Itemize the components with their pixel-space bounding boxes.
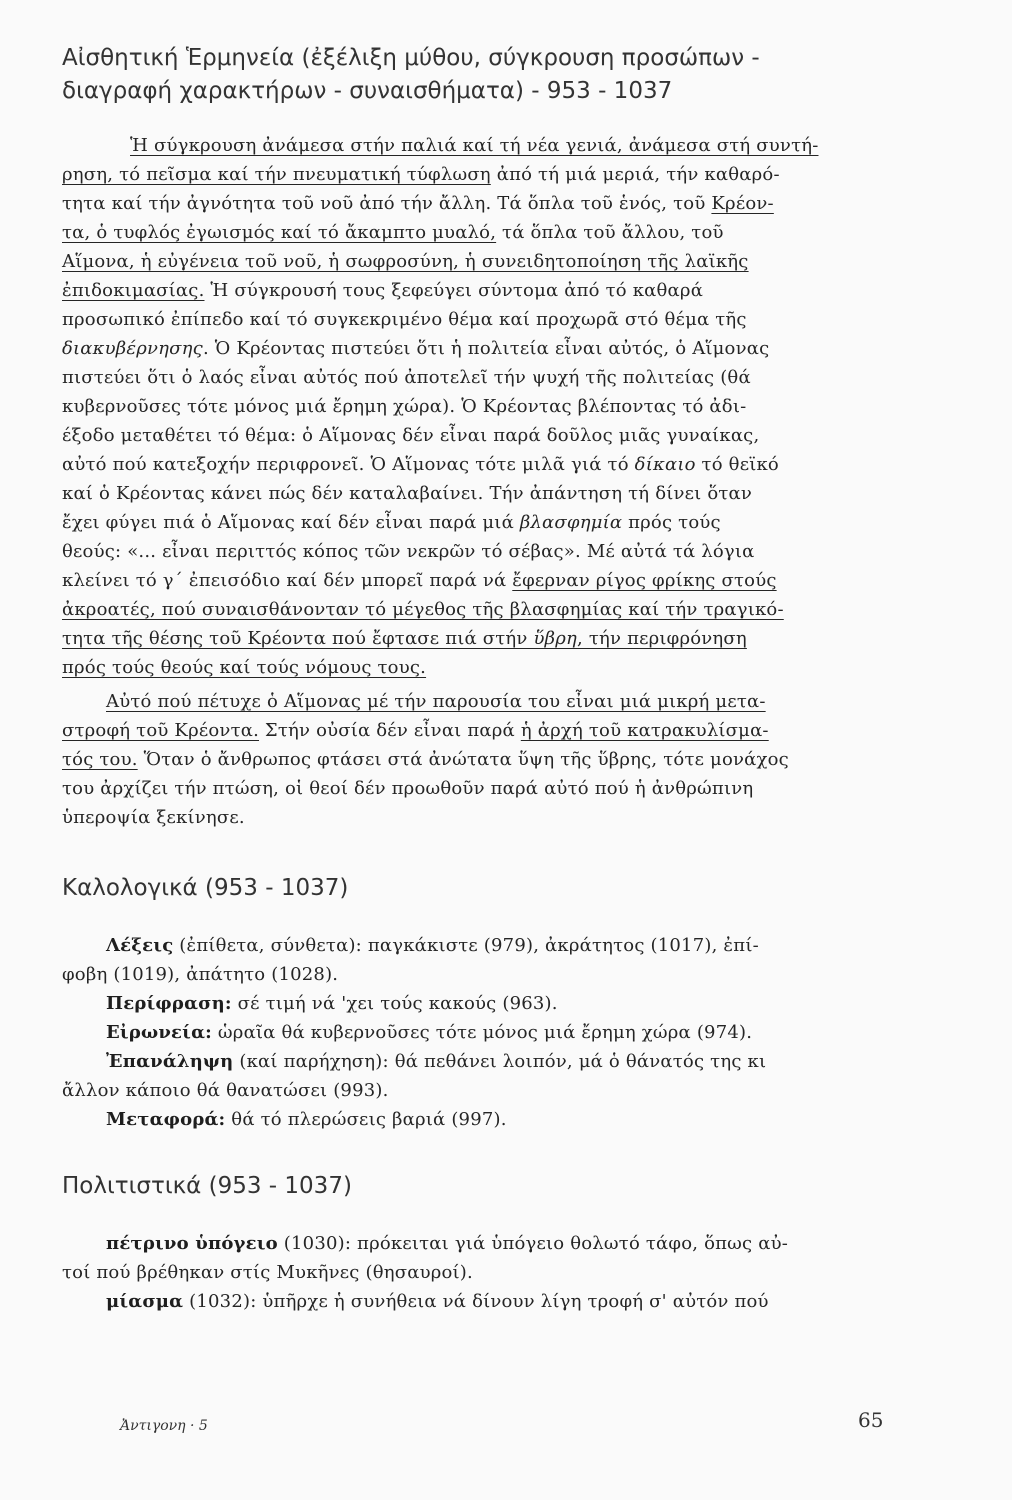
para1-line-3: τητα καί τήν ἀγνότητα τοῦ νοῦ ἀπό τήν ἄλλη. Τά ὅπλα τοῦ ἑνός, τοῦ Κρέον- [62, 193, 774, 214]
section-heading-kalologika: Καλολογικά (953 - 1037) [62, 875, 349, 901]
para1-line-5: Αἵμονα, ἡ εὐγένεια τοῦ νοῦ, ἡ σωφροσύνη, ἡ συνειδητοποίηση τῆς λαϊκῆς [62, 251, 749, 272]
politistika-item-1-line-2: τοί πού βρέθηκαν στίς Μυκῆνες (θησαυροί). [62, 1262, 473, 1283]
para1-line-7: προσωπικό ἐπίπεδο καί τό συγκεκριμένο θέμα καί προχωρᾶ στό θέμα τῆς [62, 309, 747, 330]
para1-line-19: πρός τούς θεούς καί τούς νόμους τους. [62, 657, 427, 678]
para1-line-15: θεούς: «... εἶναι περιττός κόπος τῶν νεκρῶν τό σέβας». Μέ αὐτά τά λόγια [62, 541, 755, 562]
kalologika-epanalipsi-line-2: ἄλλον κάποιο θά θανατώσει (993). [62, 1080, 389, 1101]
kalologika-lexeis-line-2: φοβη (1019), ἀπάτητο (1028). [62, 964, 339, 985]
para1-line-10: κυβερνοῦσες τότε μόνος μιά ἔρημη χώρα). Ὁ Κρέοντας βλέποντας τό ἀδι- [62, 396, 747, 417]
para1-line-6: ἐπιδοκιμασίας. Ἡ σύγκρουσή τους ξεφεύγει σύντομα ἀπό τό καθαρά [62, 280, 704, 301]
kalologika-eironeia: Εἰρωνεία: ὡραῖα θά κυβερνοῦσες τότε μόνος μιά ἔρημη χώρα (974). [106, 1022, 753, 1043]
para1-line-4: τα, ὁ τυφλός ἐγωισμός καί τό ἄκαμπτο μυαλό, τά ὅπλα τοῦ ἄλλου, τοῦ [62, 222, 724, 243]
footer-running-title: Ἀντιγονη · 5 [120, 1418, 208, 1434]
para2-line-5: ὑπεροψία ξεκίνησε. [62, 807, 245, 828]
para2-line-2: στροφή τοῦ Κρέοντα. Στήν οὐσία δέν εἶναι παρά ἡ ἀρχή τοῦ κατρακυλίσμα- [62, 720, 769, 741]
section-heading-politistika: Πολιτιστικά (953 - 1037) [62, 1173, 352, 1199]
para1-line-14: ἔχει φύγει πιά ὁ Αἵμονας καί δέν εἶναι παρά μιά βλασφημία πρός τούς [62, 512, 721, 533]
para2-line-3: τός του. Ὅταν ὁ ἄνθρωπος φτάσει στά ἀνώτατα ὕψη τῆς ὕβρης, τότε μονάχος [62, 749, 789, 770]
section-heading-aesthetic [62, 42, 760, 108]
para1-line-2: ρηση, τό πεῖσμα καί τήν πνευματική τύφλωση ἀπό τή μιά μεριά, τήν καθαρό- [62, 164, 780, 185]
page-number: 65 [858, 1408, 884, 1432]
para1-line-13: καί ὁ Κρέοντας κάνει πώς δέν καταλαβαίνει. Τήν ἀπάντηση τή δίνει ὅταν [62, 483, 753, 504]
politistika-item-2: μίασμα (1032): ὑπῆρχε ἡ συνήθεια νά δίνουν λίγη τροφή σ' αὐτόν πού [106, 1291, 769, 1312]
para1-line-11: έξοδο μεταθέτει τό θέμα: ὁ Αἵμονας δέν εἶναι παρά δοῦλος μιᾶς γυναίκας, [62, 425, 760, 446]
kalologika-lexeis-line-1: Λέξεις (ἐπίθετα, σύνθετα): παγκάκιστε (979), ἀκράτητος (1017), ἐπί- [106, 935, 759, 956]
kalologika-epanalipsi-line-1: Ἐπανάληψη (καί παρήχηση): θά πεθάνει λοιπόν, μά ὁ θάνατός της κι [106, 1051, 767, 1072]
para1-line-18: τητα τῆς θέσης τοῦ Κρέοντα πού ἔφτασε πιά στήν ὕβρη, τήν περιφρόνηση [62, 628, 747, 649]
politistika-item-1-line-1: πέτρινο ὑπόγειο (1030): πρόκειται γιά ὑπόγειο θολωτό τάφο, ὅπως αὐ- [106, 1233, 789, 1254]
para1-line-17: ἀκροατές, πού συναισθάνονταν τό μέγεθος τῆς βλασφημίας καί τήν τραγικό- [62, 599, 784, 620]
para2-line-4: του ἀρχίζει τήν πτώση, οἱ θεοί δέν προωθοῦν παρά αὐτό πού ἡ ἀνθρώπινη [62, 778, 754, 799]
heading-line-1: Αἰσθητική Ἑρμηνεία (ἐξέλιξη μύθου, σύγκρουση προσώπων - [62, 45, 760, 71]
kalologika-periphrasi: Περίφραση: σέ τιμή νά 'χει τούς κακούς (963). [106, 993, 558, 1014]
para1-line-1: Ἡ σύγκρουση ἀνάμεσα στήν παλιά καί τή νέα γενιά, ἀνάμεσα στή συντή- [130, 135, 819, 156]
kalologika-metafora: Μεταφορά: θά τό πλερώσεις βαριά (997). [106, 1109, 507, 1130]
heading-line-2: διαγραφή χαρακτήρων - συναισθήματα) - 953 - 1037 [62, 78, 673, 104]
para1-line-9: πιστεύει ὅτι ὁ λαός εἶναι αὐτός πού ἀποτελεῖ τήν ψυχή τῆς πολιτείας (θά [62, 367, 751, 388]
para1-line-16: κλείνει τό γ΄ ἐπεισόδιο καί δέν μπορεῖ παρά νά ἔφερναν ρίγος φρίκης στούς [62, 570, 777, 591]
para1-line-12: αὐτό πού κατεξοχήν περιφρονεῖ. Ὁ Αἵμονας τότε μιλᾶ γιά τό δίκαιο τό θεϊκό [62, 454, 779, 475]
para2-line-1: Αὐτό πού πέτυχε ὁ Αἵμονας μέ τήν παρουσία του εἶναι μιά μικρή μετα- [106, 691, 766, 712]
para1-line-8: διακυβέρνησης. Ὁ Κρέοντας πιστεύει ὅτι ἡ πολιτεία εἶναι αὐτός, ὁ Αἵμονας [62, 338, 770, 359]
